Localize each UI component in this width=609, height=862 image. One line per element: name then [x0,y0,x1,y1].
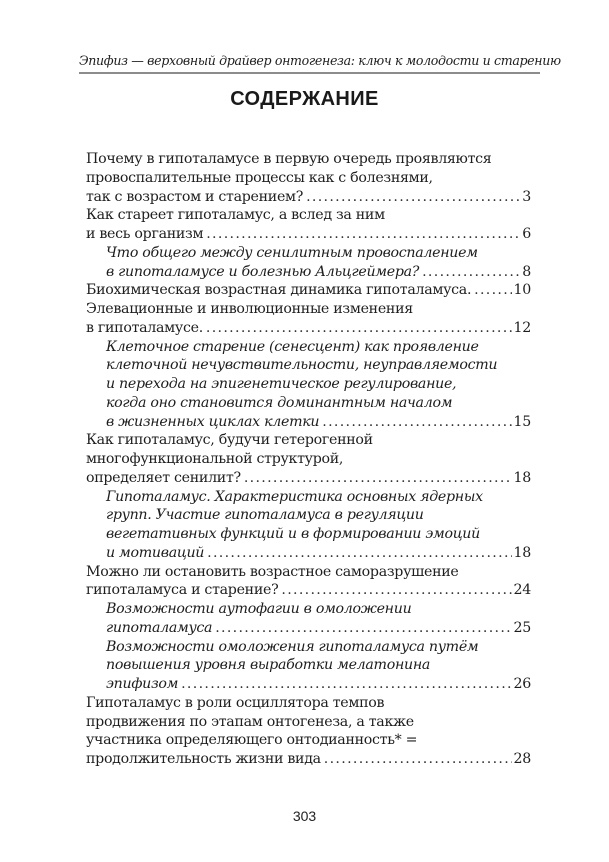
dot-leader [181,675,511,694]
toc-entry-final-line [86,319,531,338]
toc-entry-text-line: Биохимическая возрастная динамика гипоталамуса. [86,282,472,299]
toc-entry-final-line [86,750,531,769]
toc-subentry[interactable] [86,600,531,638]
toc-entry[interactable] [86,431,531,487]
toc-entry-text-line: в жизненных циклах клетки [106,413,320,430]
toc-entry-text-line: Как стареет гипоталамус, а вслед за ним [86,207,385,224]
toc-entry-text-line: Возможности омоложения гипоталамуса путём [106,638,479,655]
toc-entry-text-line: продолжительность жизни вида [86,751,321,767]
toc-subentry[interactable] [86,638,531,694]
toc-entry-text-line: продвижения по этапам онтогенеза, а также [86,713,414,730]
toc-entry-text-line: групп. Участие гипоталамуса в регуляции [106,507,424,524]
dot-leader [324,750,512,769]
table-of-contents [86,150,531,769]
toc-entry-text-line: Гипоталамус в роли осциллятора темпов [86,694,385,711]
toc-subentry[interactable] [86,244,531,282]
toc-entry-text-line: Что общего между сенилитным провоспалением [106,244,478,261]
toc-entry-final-line [106,413,531,432]
toc-entry-text-line: участника определяющего онтодианность* = [86,732,418,749]
toc-entry[interactable] [86,150,531,206]
toc-entry-text-line: Почему в гипоталамусе в первую очередь проявляются [86,151,492,167]
dot-leader [215,619,511,638]
dot-leader [206,319,512,338]
toc-entry-text-line: так с возрастом и старением? [86,188,304,205]
toc-page-number: 18 [513,469,531,486]
dot-leader [206,225,520,244]
toc-page-number: 3 [522,188,531,205]
toc-entry-text-line: гипоталамуса и старение? [86,582,279,599]
toc-entry-text-line: и мотиваций [106,544,205,561]
toc-entry-final-line [106,619,531,638]
toc-page-number: 18 [513,544,531,561]
toc-entry-final-line [86,225,531,244]
page-number: 303 [292,808,317,824]
dot-leader [207,544,511,563]
toc-page-number: 6 [522,226,531,242]
toc-page-number: 28 [513,751,531,767]
toc-entry-text-line: Элевационные и инволюционные изменения [86,301,413,317]
toc-entry[interactable] [86,281,531,300]
toc-entry-final-line [106,263,531,282]
toc-entry-text-line: многофункциональной структурой, [86,451,344,467]
toc-entry-text-line: Гипоталамус. Характеристика основных ядерных [106,488,483,505]
dot-leader [306,188,520,207]
dot-leader [281,581,511,600]
toc-page-number: 8 [522,263,531,280]
header-rule [79,72,540,74]
toc-entry-text-line: когда оно становится доминантным началом [106,394,453,411]
toc-entry[interactable] [86,563,531,601]
toc-entry-text-line: и весь организм [86,226,204,242]
toc-subentry[interactable] [86,338,531,432]
toc-entry-text-line: Можно ли остановить возрастное саморазрушение [86,563,459,580]
toc-page-number: 10 [513,282,531,299]
toc-page-number: 15 [513,413,531,430]
toc-entry-text-line: провоспалительные процессы как с болезнями, [86,169,433,186]
toc-entry-final-line [86,581,531,600]
toc-entry-final-line [86,469,531,488]
toc-entry-text-line: в гипоталамусе. [86,319,203,336]
toc-entry-text-line: гипоталамуса [106,619,213,636]
toc-entry-final-line [86,281,531,300]
toc-entry-final-line [106,544,531,563]
page-title: СОДЕРЖАНИЕ [230,88,379,110]
toc-entry-text-line: в гипоталамусе и болезнью Альцгеймера? [106,263,420,280]
toc-entry-text-line: повышения уровня выработки мелатонина [106,657,431,674]
toc-entry-text-line: Клеточное старение (сенесцент) как проявление [106,338,479,355]
toc-entry[interactable] [86,300,531,338]
toc-entry[interactable] [86,206,531,244]
dot-leader [474,281,511,300]
toc-entry[interactable] [86,694,531,769]
toc-entry-text-line: Возможности аутофагии в омоложении [106,601,412,617]
toc-page-number: 24 [513,582,531,599]
toc-entry-final-line [86,188,531,207]
running-header: Эпифиз — верховный драйвер онтогенеза: ключ к молодости и старению [79,53,561,68]
toc-entry-text-line: клеточной нечувствительности, неуправляемости [106,357,498,374]
toc-page-number: 25 [513,619,531,636]
toc-page-number: 26 [513,676,531,692]
toc-entry-text-line: Как гипоталамус, будучи гетерогенной [86,432,373,449]
toc-subentry[interactable] [86,488,531,563]
toc-entry-text-line: и перехода на эпигенетическое регулирование, [106,376,457,392]
toc-entry-text-line: определяет сенилит? [86,469,241,486]
dot-leader [322,413,511,432]
toc-page-number: 12 [513,319,531,336]
dot-leader [244,469,512,488]
toc-entry-text-line: вегетативных функций и в формировании эмоций [106,526,480,542]
toc-entry-text-line: эпифизом [106,676,179,692]
dot-leader [422,263,520,282]
toc-entry-final-line [106,675,531,694]
